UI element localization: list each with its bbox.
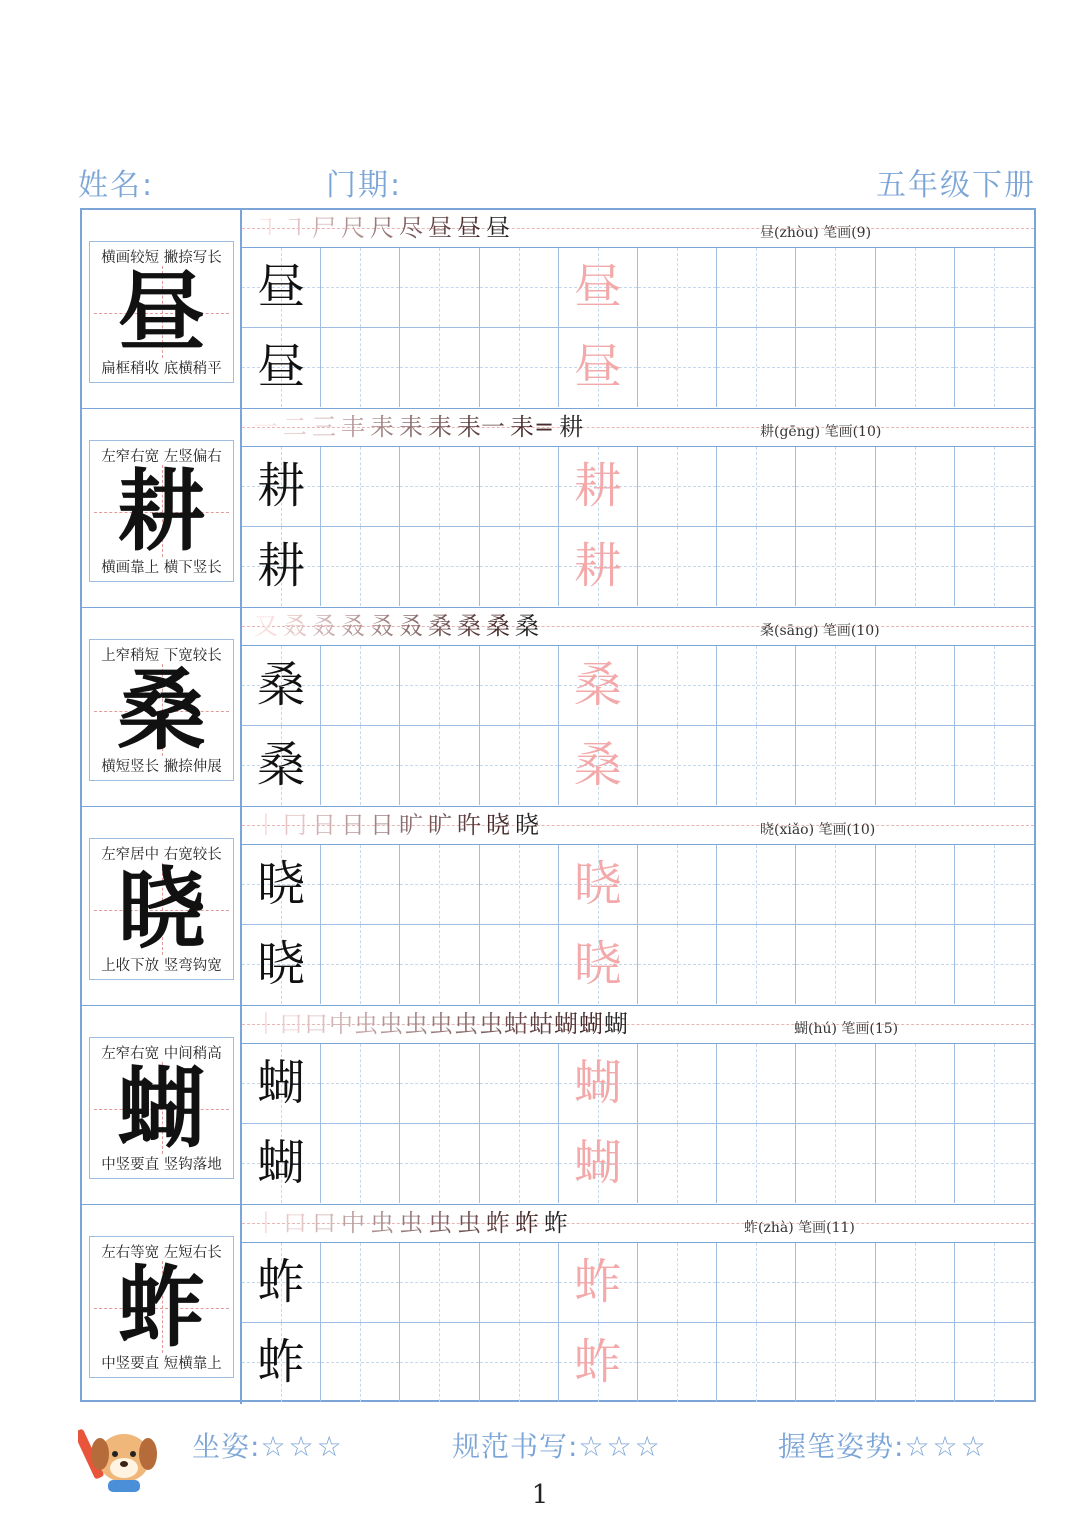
character-info: 蝴(hú) 笔画(15) — [794, 1021, 899, 1037]
trace-character: 蝴 — [573, 1134, 622, 1191]
stroke-step: 口 — [283, 1209, 307, 1237]
stroke-step: 丰 — [341, 413, 365, 441]
stroke-step: 三 — [312, 413, 336, 441]
character-info: 蚱(zhà) 笔画(11) — [744, 1220, 855, 1236]
practice-cell[interactable] — [955, 845, 1034, 925]
character-block — [82, 1205, 1034, 1404]
grip-label: 握笔姿势: — [778, 1430, 905, 1463]
model-character: 耕 — [117, 459, 206, 563]
practice-cell[interactable] — [717, 1323, 796, 1403]
practice-cell[interactable] — [955, 328, 1034, 408]
stroke-step: 耒 — [370, 413, 394, 441]
stroke-step: 二 — [283, 413, 307, 441]
practice-cell[interactable] — [717, 527, 796, 607]
stroke-step: 叒 — [370, 612, 394, 640]
character-block — [82, 210, 1034, 409]
practice-cell[interactable] — [480, 1044, 559, 1124]
stroke-step: 耒= — [510, 413, 555, 441]
stroke-step: 中 — [341, 1209, 365, 1237]
practice-cell[interactable] — [480, 328, 559, 408]
practice-cell[interactable] — [559, 328, 638, 408]
writing-tip-top: 左右等宽 左短右长 — [101, 1245, 222, 1261]
practice-cell[interactable] — [717, 447, 796, 527]
practice-cell[interactable] — [480, 1243, 559, 1323]
writing-tip-top: 左窄右宽 左竖偏右 — [101, 449, 222, 465]
practice-cell[interactable] — [242, 447, 321, 527]
practice-cell[interactable] — [242, 845, 321, 925]
practice-cell[interactable] — [638, 447, 717, 527]
trace-character: 耕 — [573, 537, 622, 594]
stroke-step: 虫 — [370, 1209, 394, 1237]
stroke-step: 蛄 — [529, 1010, 553, 1038]
model-character: 蝴 — [117, 1056, 206, 1160]
practice-cell[interactable] — [796, 646, 875, 726]
practice-cell[interactable] — [480, 527, 559, 607]
practice-cell[interactable] — [559, 248, 638, 328]
practice-cell[interactable] — [955, 925, 1034, 1005]
practice-grid — [242, 646, 1034, 805]
practice-cell[interactable] — [559, 527, 638, 607]
character-info: 桑(sāng) 笔画(10) — [760, 623, 880, 639]
stroke-step: 丨 — [254, 811, 278, 839]
sample-character: 晓 — [257, 935, 306, 992]
character-block — [82, 409, 1034, 608]
model-character-panel — [82, 807, 242, 1005]
practice-cell[interactable] — [955, 726, 1034, 806]
stroke-step: 口 — [312, 1209, 336, 1237]
model-card — [89, 639, 234, 781]
stroke-step: 丨 — [254, 1010, 278, 1038]
trace-character: 晓 — [573, 856, 622, 912]
practice-cell[interactable] — [796, 527, 875, 607]
practice-cell[interactable] — [480, 447, 559, 527]
stroke-order-row — [242, 807, 1034, 845]
character-info: 晓(xiǎo) 笔画(10) — [760, 822, 876, 838]
stroke-step: 桑 — [457, 612, 481, 640]
trace-character: 昼 — [573, 259, 622, 315]
practice-cell[interactable] — [559, 1323, 638, 1403]
stroke-step: 桑 — [515, 612, 539, 640]
practice-cell[interactable] — [400, 726, 479, 806]
writing-tip-top: 上窄稍短 下宽较长 — [101, 648, 222, 664]
practice-cell[interactable] — [321, 1323, 400, 1403]
model-card — [89, 1037, 234, 1179]
sample-character: 桑 — [257, 657, 306, 713]
practice-cell[interactable] — [717, 925, 796, 1005]
writing-rating — [452, 1425, 663, 1465]
stroke-step: 耕 — [559, 413, 584, 441]
practice-cell[interactable] — [638, 925, 717, 1005]
practice-cell[interactable] — [876, 1044, 955, 1124]
stroke-step: 口 — [304, 1010, 328, 1038]
practice-cell[interactable] — [717, 1243, 796, 1323]
stroke-step: 虫 — [354, 1010, 378, 1038]
practice-cell[interactable] — [796, 1044, 875, 1124]
writing-tip-bottom: 扁框稍收 底横稍平 — [101, 361, 222, 377]
sample-character: 晓 — [257, 856, 306, 912]
stroke-order-row — [242, 210, 1034, 248]
stroke-step: 叒 — [312, 612, 336, 640]
grip-stars[interactable]: ☆☆☆ — [904, 1430, 989, 1463]
practice-cell[interactable] — [400, 646, 479, 726]
practice-cell[interactable] — [876, 447, 955, 527]
sample-character: 蝴 — [257, 1055, 306, 1111]
practice-cell[interactable] — [559, 845, 638, 925]
practice-cell[interactable] — [559, 726, 638, 806]
practice-cell[interactable] — [400, 1124, 479, 1204]
practice-cell[interactable] — [242, 1044, 321, 1124]
stroke-step: 昼 — [457, 214, 481, 242]
practice-cell[interactable] — [638, 726, 717, 806]
practice-cell[interactable] — [796, 1124, 875, 1204]
stroke-step: 晓 — [486, 811, 510, 839]
stroke-step: 尺 — [370, 214, 394, 242]
practice-cell[interactable] — [638, 646, 717, 726]
stroke-step: 口 — [279, 1010, 303, 1038]
practice-cell[interactable] — [321, 1044, 400, 1124]
stroke-step: 一 — [254, 413, 278, 441]
trace-character: 蝴 — [573, 1055, 622, 1111]
practice-cell[interactable] — [480, 726, 559, 806]
stroke-step: 旿 — [457, 811, 481, 839]
practice-cell[interactable] — [400, 845, 479, 925]
stroke-step: 旷 — [399, 811, 423, 839]
sample-character: 蝴 — [257, 1134, 306, 1191]
practice-cell[interactable] — [876, 248, 955, 328]
practice-cell[interactable] — [321, 1243, 400, 1323]
writing-tip-top: 左窄居中 右宽较长 — [101, 847, 222, 863]
stroke-step: 虫 — [428, 1209, 452, 1237]
practice-cell[interactable] — [717, 248, 796, 328]
trace-character: 桑 — [573, 657, 622, 713]
practice-cell[interactable] — [876, 1323, 955, 1403]
practice-cell[interactable] — [955, 447, 1034, 527]
stroke-step: 日 — [312, 811, 336, 839]
practice-cell[interactable] — [876, 925, 955, 1005]
stroke-step: 日 — [370, 811, 394, 839]
practice-cell[interactable] — [955, 527, 1034, 607]
practice-cell[interactable] — [796, 248, 875, 328]
writing-stars[interactable]: ☆☆☆ — [578, 1430, 663, 1463]
sample-character: 耕 — [257, 458, 306, 514]
practice-cell[interactable] — [638, 527, 717, 607]
stroke-step: 尽 — [399, 214, 423, 242]
practice-grid — [242, 845, 1034, 1004]
practice-cell[interactable] — [242, 248, 321, 328]
practice-cell[interactable] — [559, 1124, 638, 1204]
practice-cell[interactable] — [796, 726, 875, 806]
model-character: 蚱 — [117, 1255, 206, 1359]
practice-cell[interactable] — [717, 726, 796, 806]
practice-cell[interactable] — [242, 1243, 321, 1323]
practice-cell[interactable] — [559, 646, 638, 726]
model-card — [89, 838, 234, 980]
practice-cell[interactable] — [717, 845, 796, 925]
practice-cell[interactable] — [400, 925, 479, 1005]
practice-cell[interactable] — [638, 248, 717, 328]
stroke-order-row — [242, 1006, 1034, 1044]
stroke-step: 虫 — [399, 1209, 423, 1237]
model-character-panel — [82, 210, 242, 408]
sample-character: 桑 — [257, 736, 306, 793]
practice-cell[interactable] — [321, 726, 400, 806]
practice-cell[interactable] — [638, 328, 717, 408]
stroke-step: 虫 — [379, 1010, 403, 1038]
stroke-step: 虫 — [454, 1010, 478, 1038]
practice-cell[interactable] — [480, 925, 559, 1005]
model-character: 昼 — [117, 260, 206, 364]
stroke-step: 尺 — [341, 214, 365, 242]
stroke-step: 耒一 — [457, 413, 505, 441]
practice-cell[interactable] — [242, 1323, 321, 1403]
stroke-step: 蝴 — [554, 1010, 578, 1038]
practice-cell[interactable] — [717, 646, 796, 726]
stroke-order-row — [242, 1205, 1034, 1243]
practice-cell[interactable] — [400, 1323, 479, 1403]
trace-character: 晓 — [573, 935, 622, 992]
practice-cell[interactable] — [400, 1243, 479, 1323]
sitting-posture-rating — [192, 1425, 345, 1465]
practice-cell[interactable] — [796, 925, 875, 1005]
practice-cell[interactable] — [876, 527, 955, 607]
practice-cell[interactable] — [876, 1243, 955, 1323]
stroke-step: 旷 — [428, 811, 452, 839]
sample-character: 蚱 — [257, 1333, 306, 1390]
practice-cell[interactable] — [480, 1323, 559, 1403]
stroke-step: 蚱 — [544, 1209, 568, 1237]
practice-grid — [242, 447, 1034, 606]
practice-grid — [242, 1243, 1034, 1402]
practice-grid — [242, 1044, 1034, 1203]
character-info: 昼(zhòu) 笔画(9) — [760, 225, 872, 241]
stroke-step: ㇕ — [283, 214, 307, 242]
practice-cell[interactable] — [400, 447, 479, 527]
writing-tip-bottom: 中竖要直 竖钩落地 — [101, 1157, 222, 1173]
practice-cell[interactable] — [876, 646, 955, 726]
practice-cell[interactable] — [480, 845, 559, 925]
practice-cell[interactable] — [400, 1044, 479, 1124]
model-character-panel — [82, 608, 242, 806]
writing-tip-top: 横画较短 撇捺写长 — [101, 250, 222, 266]
practice-cell[interactable] — [638, 845, 717, 925]
practice-cell[interactable] — [321, 845, 400, 925]
practice-cell[interactable] — [638, 1243, 717, 1323]
stroke-step: 昼 — [486, 214, 510, 242]
practice-cell[interactable] — [796, 845, 875, 925]
stroke-step: 叒 — [399, 612, 423, 640]
stroke-step: 桑 — [486, 612, 510, 640]
practice-cell[interactable] — [796, 1323, 875, 1403]
trace-character: 桑 — [573, 736, 622, 793]
practice-cell[interactable] — [717, 1044, 796, 1124]
grip-rating — [778, 1425, 989, 1465]
practice-cell[interactable] — [321, 925, 400, 1005]
practice-cell[interactable] — [955, 1323, 1034, 1403]
stroke-step: 叒 — [283, 612, 307, 640]
practice-cell[interactable] — [480, 248, 559, 328]
practice-cell[interactable] — [796, 1243, 875, 1323]
model-character-panel — [82, 1205, 242, 1404]
practice-cell[interactable] — [480, 646, 559, 726]
stroke-order-row — [242, 608, 1034, 646]
practice-cell[interactable] — [400, 527, 479, 607]
character-info: 耕(gēng) 笔画(10) — [760, 424, 882, 440]
practice-cell[interactable] — [242, 1124, 321, 1204]
writing-tip-bottom: 上收下放 竖弯钩宽 — [101, 958, 222, 974]
character-block — [82, 1006, 1034, 1205]
stroke-step: 耒 — [399, 413, 423, 441]
stroke-step: 虫 — [404, 1010, 428, 1038]
writing-tip-bottom: 横画靠上 横下竖长 — [101, 560, 222, 576]
stroke-step: 中 — [329, 1010, 353, 1038]
stroke-step: 又 — [254, 612, 278, 640]
practice-cell[interactable] — [242, 925, 321, 1005]
writing-tip-bottom: 中竖要直 短横靠上 — [101, 1356, 222, 1372]
model-character-panel — [82, 1006, 242, 1204]
practice-cell[interactable] — [559, 447, 638, 527]
stroke-step: 蚱 — [486, 1209, 510, 1237]
stroke-step: 丨 — [254, 1209, 278, 1237]
practice-grid — [242, 248, 1034, 407]
practice-cell[interactable] — [242, 527, 321, 607]
stroke-step: 虫 — [479, 1010, 503, 1038]
practice-cell[interactable] — [955, 1124, 1034, 1204]
trace-character: 蚱 — [573, 1333, 622, 1390]
practice-cell[interactable] — [876, 845, 955, 925]
trace-character: 蚱 — [573, 1254, 622, 1310]
practice-cell[interactable] — [321, 328, 400, 408]
practice-cell[interactable] — [955, 248, 1034, 328]
sample-character: 昼 — [257, 259, 306, 315]
practice-cell[interactable] — [638, 1044, 717, 1124]
practice-cell[interactable] — [955, 1044, 1034, 1124]
practice-cell[interactable] — [242, 726, 321, 806]
practice-cell[interactable] — [321, 248, 400, 328]
practice-cell[interactable] — [638, 1124, 717, 1204]
practice-cell[interactable] — [400, 248, 479, 328]
practice-cell[interactable] — [717, 328, 796, 408]
practice-cell[interactable] — [559, 925, 638, 1005]
stroke-step: 昼 — [428, 214, 452, 242]
stroke-step: 桑 — [428, 612, 452, 640]
writing-tip-bottom: 横短竖长 撇捺伸展 — [101, 759, 222, 775]
practice-cell[interactable] — [876, 726, 955, 806]
practice-cell[interactable] — [321, 646, 400, 726]
practice-cell[interactable] — [638, 1323, 717, 1403]
writing-label: 规范书写: — [452, 1430, 579, 1463]
stroke-step: ㇕ — [254, 214, 278, 242]
stroke-step: 虫 — [429, 1010, 453, 1038]
stroke-step: 尸 — [312, 214, 336, 242]
stroke-step: 蛄 — [504, 1010, 528, 1038]
sitting-stars[interactable]: ☆☆☆ — [260, 1430, 345, 1463]
practice-cell[interactable] — [955, 1243, 1034, 1323]
stroke-step: 叒 — [341, 612, 365, 640]
practice-cell[interactable] — [559, 1243, 638, 1323]
stroke-step: 耒 — [428, 413, 452, 441]
stroke-step: 冂 — [283, 811, 307, 839]
writing-tip-top: 左窄右宽 中间稍高 — [101, 1046, 222, 1062]
practice-cell[interactable] — [717, 1124, 796, 1204]
practice-cell[interactable] — [559, 1044, 638, 1124]
sample-character: 蚱 — [257, 1254, 306, 1310]
practice-cell[interactable] — [321, 527, 400, 607]
date-label: 门期: — [326, 168, 403, 203]
stroke-step: 蝴 — [604, 1010, 628, 1038]
practice-cell[interactable] — [321, 447, 400, 527]
practice-cell[interactable] — [796, 328, 875, 408]
practice-cell[interactable] — [876, 328, 955, 408]
stroke-step: 日 — [341, 811, 365, 839]
practice-cell[interactable] — [242, 328, 321, 408]
model-character-panel — [82, 409, 242, 607]
practice-cell[interactable] — [321, 1124, 400, 1204]
character-block — [82, 807, 1034, 1006]
trace-character: 昼 — [573, 338, 622, 395]
practice-cell[interactable] — [796, 447, 875, 527]
stroke-step: 虫 — [457, 1209, 481, 1237]
practice-sheet — [80, 208, 1036, 1402]
trace-character: 耕 — [573, 458, 622, 514]
sample-character: 耕 — [257, 537, 306, 594]
practice-cell[interactable] — [242, 646, 321, 726]
character-block — [82, 608, 1034, 807]
sample-character: 昼 — [257, 338, 306, 395]
stroke-step: 蝴 — [579, 1010, 603, 1038]
model-card — [89, 241, 234, 383]
model-card — [89, 440, 234, 582]
practice-cell[interactable] — [480, 1124, 559, 1204]
page-number: 1 — [531, 1480, 549, 1510]
grade-label: 五年级下册 — [876, 168, 1036, 203]
model-character: 晓 — [117, 857, 206, 961]
stroke-step: 晓 — [515, 811, 539, 839]
sitting-label: 坐姿: — [192, 1430, 261, 1463]
model-character: 桑 — [117, 658, 206, 762]
practice-cell[interactable] — [400, 328, 479, 408]
stroke-step: 蚱 — [515, 1209, 539, 1237]
practice-cell[interactable] — [955, 646, 1034, 726]
practice-cell[interactable] — [876, 1124, 955, 1204]
name-label: 姓名: — [78, 168, 155, 203]
model-card — [89, 1236, 234, 1378]
stroke-order-row — [242, 409, 1034, 447]
